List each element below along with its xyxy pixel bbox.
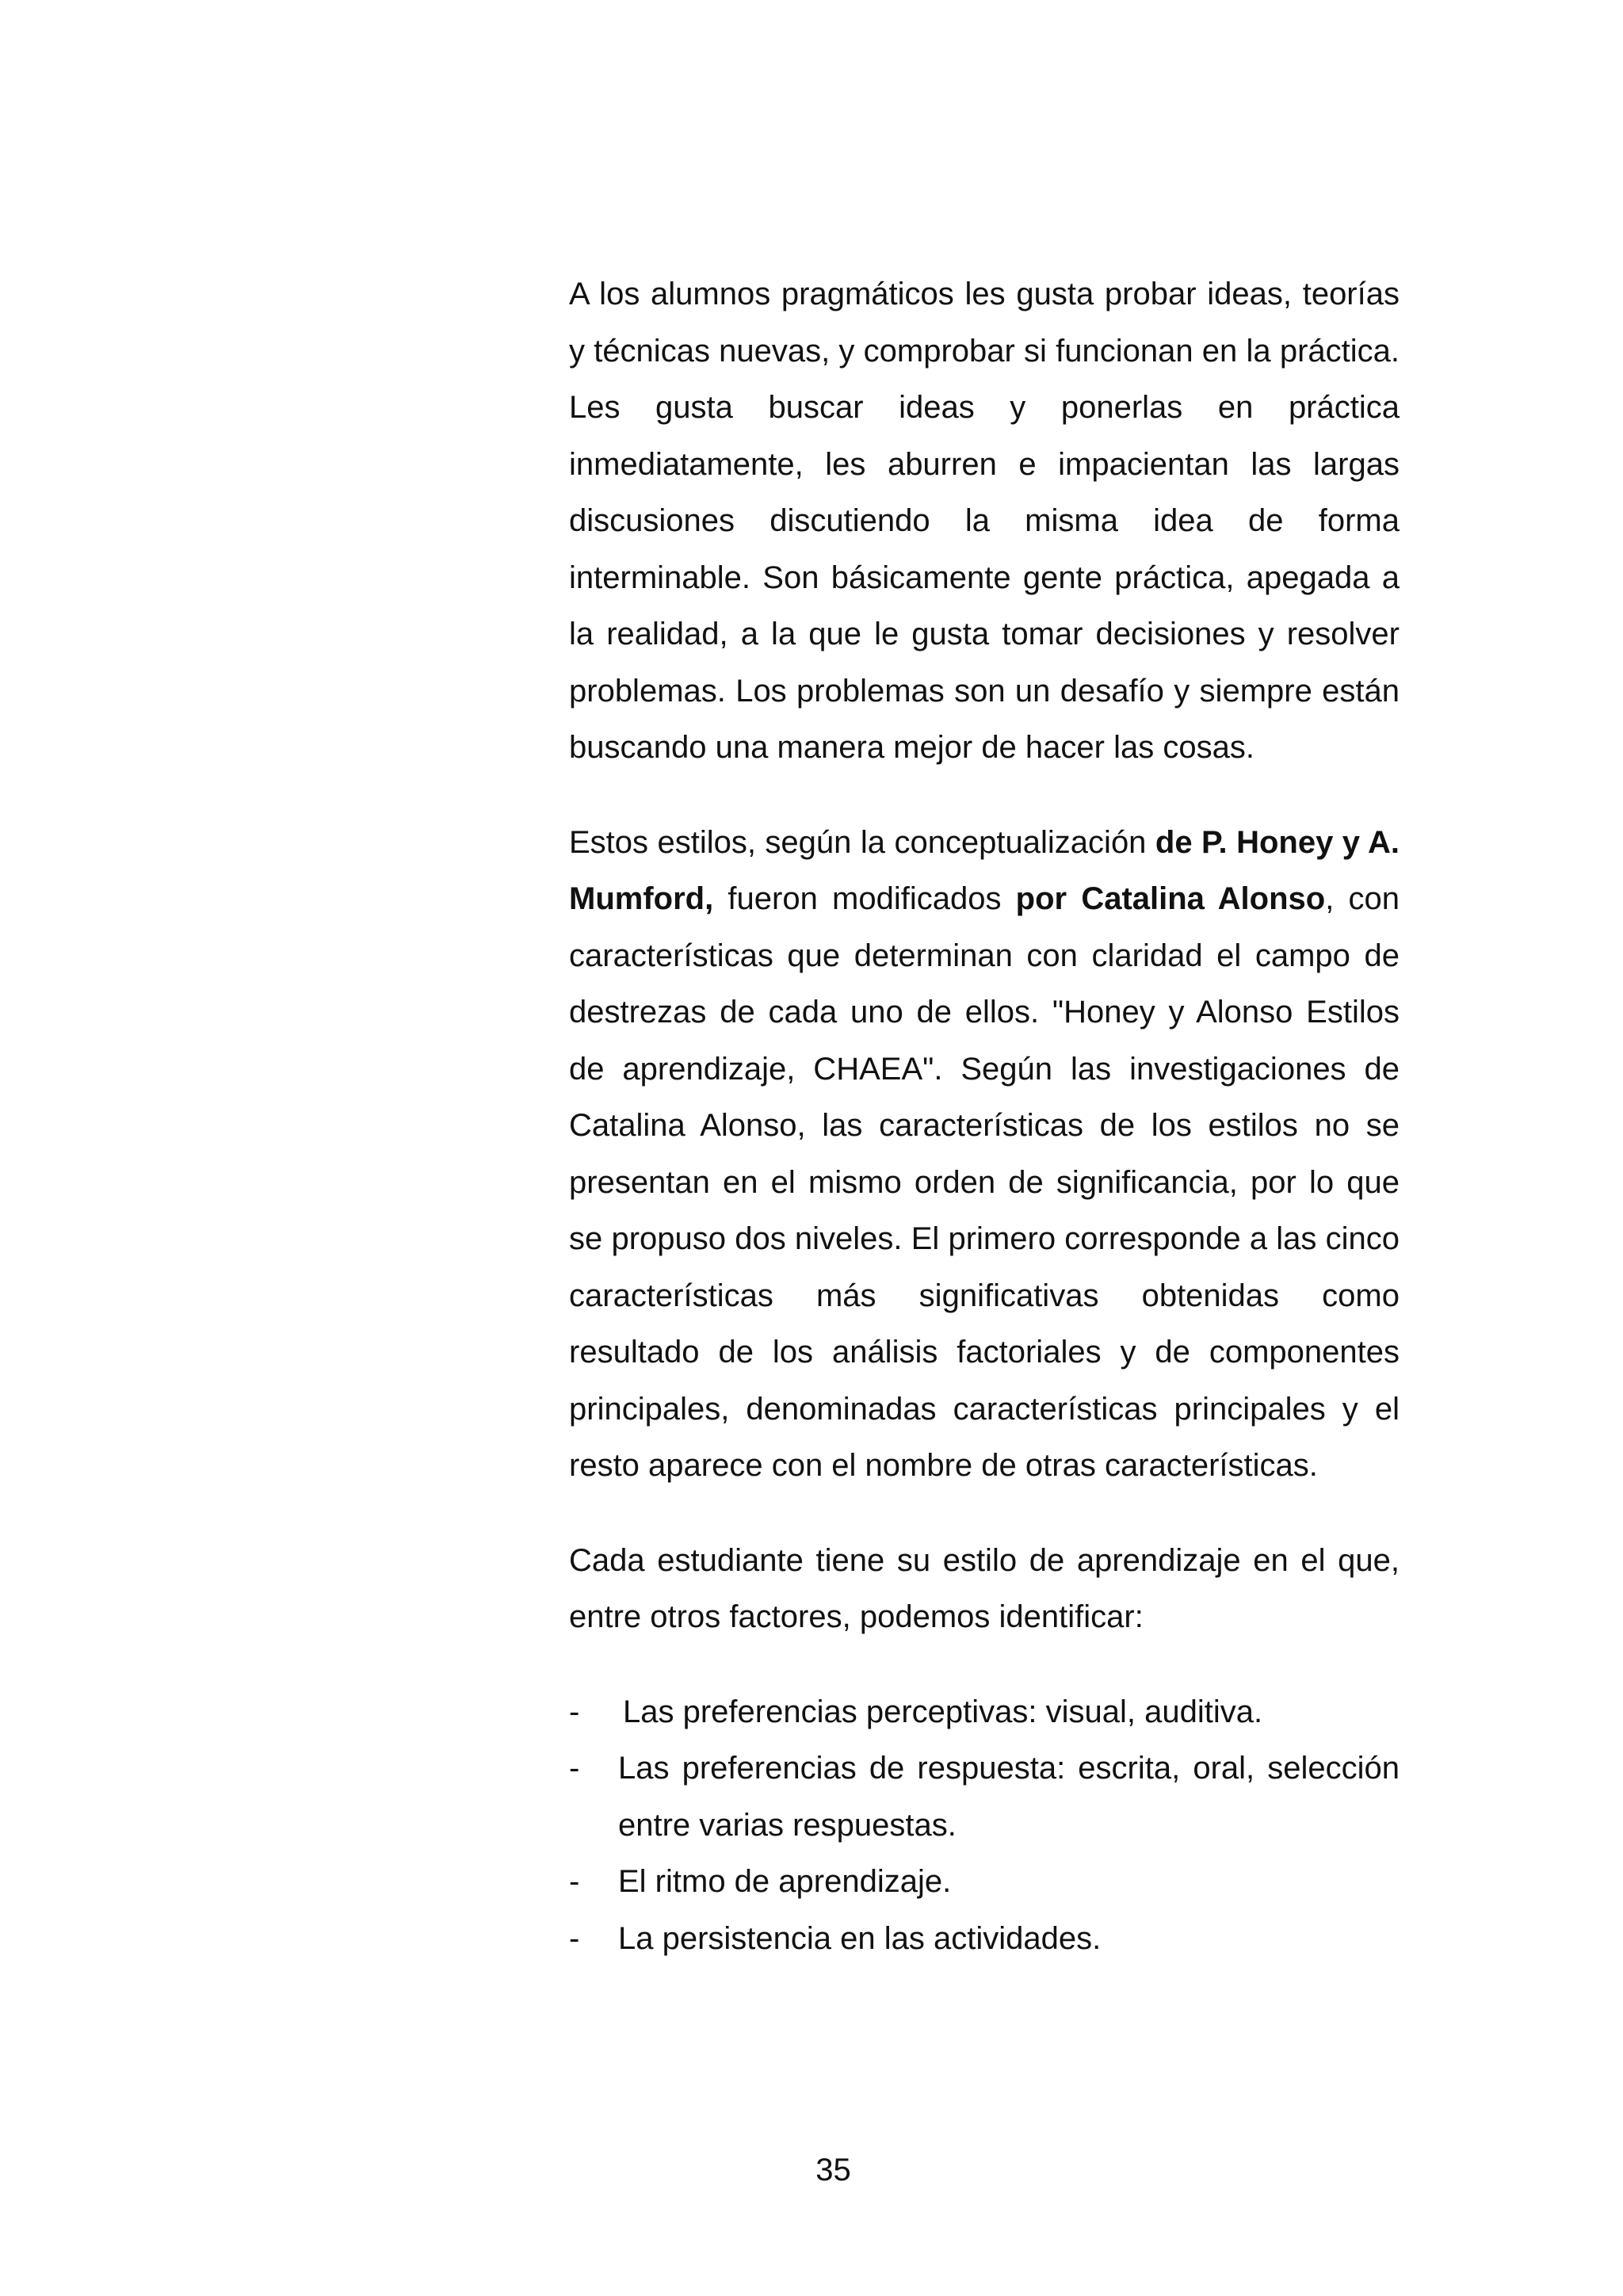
list-item-text: El ritmo de aprendizaje. (618, 1864, 952, 1899)
bold-author-alonso: por Catalina Alonso (1015, 881, 1326, 916)
list-item (569, 1911, 1400, 1968)
learning-factors-list (569, 1684, 1400, 1968)
paragraph-text-segment: , con características que determinan con claridad el campo de destrezas de cada uno de ellos. "Honey y Alonso Estilos de aprendizaje, CHAEA". Según las investigaciones de Catalina Alonso, las características de los estilos no se presentan en el mismo orden de significancia, por lo que se propuso dos niveles. El primero corresponde a las cinco características más significativas obtenidas como resultado de los análisis factoriales y de componentes principales, denominadas características principales y el resto aparece con el nombre de otras características. (569, 881, 1400, 1483)
page-number: 35 (815, 2153, 851, 2187)
list-bullet: - (569, 1864, 580, 1899)
list-bullet: - (569, 1751, 580, 1786)
list-bullet: - (569, 1694, 580, 1729)
list-item-text: Las preferencias perceptivas: visual, auditiva. (623, 1694, 1263, 1729)
list-item-text: La persistencia en las actividades. (618, 1920, 1102, 1956)
paragraph-student-style: Cada estudiante tiene su estilo de aprendizaje en el que, entre otros factores, podemos identificar: (569, 1542, 1400, 1634)
paragraph-text-segment: fueron modificados (713, 881, 1016, 916)
list-item (569, 1854, 1400, 1911)
paragraph-learning-styles (569, 815, 1400, 1495)
list-item-text: Las preferencias de respuesta: escrita, oral, selección entre varias respuestas. (618, 1751, 1400, 1843)
list-item (569, 1684, 1400, 1741)
paragraph-text-segment: Estos estilos, según la conceptualización (569, 824, 1155, 860)
list-bullet: - (569, 1920, 580, 1956)
bold-authors-honey-mumford: de P. Honey y A. Mumford, (569, 824, 1400, 916)
page-body (569, 266, 1400, 1967)
list-item (569, 1740, 1400, 1854)
paragraph-pragmatic-learners: A los alumnos pragmáticos les gusta probar ideas, teorías y técnicas nuevas, y comprobar si funcionan en la práctica. Les gusta buscar ideas y ponerlas en práctica inmediatamente, les aburren e impacientan las largas discusiones discutiendo la misma idea de forma interminable. Son básicamente gente práctica, apegada a la realidad, a la que le gusta tomar decisiones y resolver problemas. Los problemas son un desafío y siempre están buscando una manera mejor de hacer las cosas. (569, 277, 1400, 765)
